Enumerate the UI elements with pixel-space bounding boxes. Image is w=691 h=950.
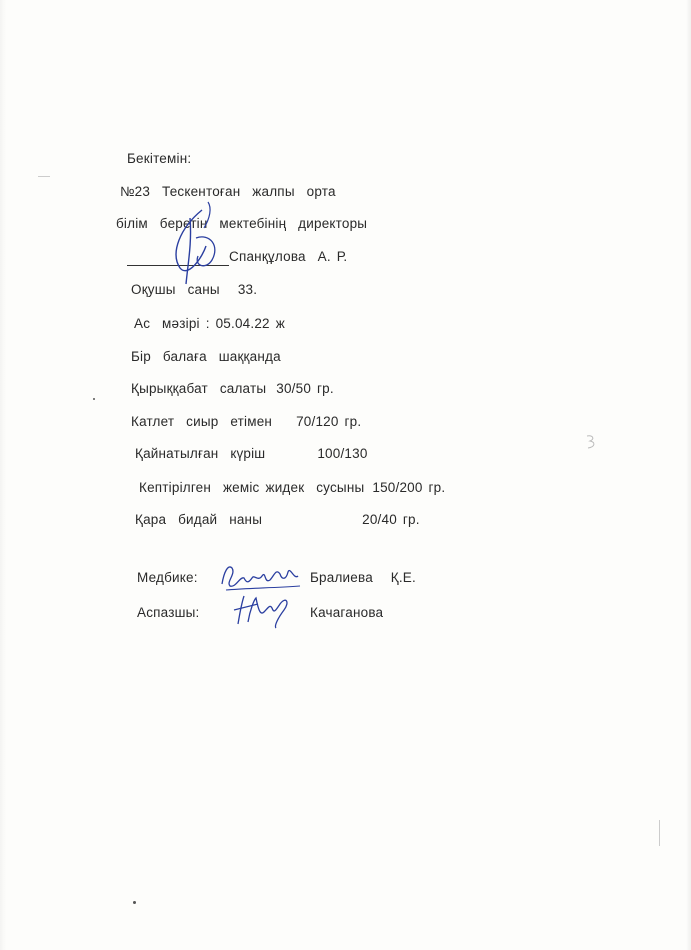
- menu-item: [131, 381, 334, 396]
- menu-item: [131, 414, 361, 429]
- menu-item: [135, 446, 368, 461]
- students-value: 33.: [237, 282, 258, 297]
- scan-speck: [133, 901, 136, 904]
- director-signature: [150, 198, 240, 288]
- menu-item-name: Қырыққабат салаты: [131, 381, 267, 396]
- menu-item-name: Кептірілген жеміс жидек сусыны: [139, 480, 365, 495]
- menu-item-portion: 70/120 гр.: [296, 414, 362, 429]
- nurse-label: Медбике:: [137, 570, 198, 585]
- menu-item-portion: 100/130: [317, 446, 368, 461]
- menu-date: Ас мәзірі : 05.04.22 ж: [134, 316, 285, 331]
- cook-name: Качаганова: [310, 605, 384, 620]
- menu-item-portion: 150/200 гр.: [372, 480, 446, 495]
- menu-item: [139, 480, 445, 495]
- school-line: №23 Тескентоған жалпы орта: [120, 184, 336, 199]
- menu-item-portion: 20/40 гр.: [362, 512, 420, 527]
- menu-item-name: Катлет сиыр етімен: [131, 414, 273, 429]
- scan-streak: [38, 176, 50, 177]
- menu-item: [135, 512, 420, 527]
- approval-heading: Бекітемін:: [127, 151, 192, 166]
- cook-label: Аспазшы:: [137, 605, 200, 620]
- nurse-signature: [218, 558, 304, 594]
- director-name: Спанқұлова А. Р.: [229, 249, 348, 264]
- students-label: Оқушы саны: [131, 282, 220, 297]
- per-child-line: Бір балаға шаққанда: [131, 349, 281, 364]
- menu-item-name: Қара бидай наны: [135, 512, 263, 527]
- scan-mark: [584, 433, 600, 451]
- cook-signature: [228, 590, 298, 630]
- menu-item-portion: 30/50 гр.: [276, 381, 334, 396]
- director-title-line: білім беретін мектебінің директоры: [116, 216, 368, 231]
- students-row: [131, 282, 257, 297]
- scan-speck: [93, 398, 95, 400]
- nurse-name: Бралиева Қ.Е.: [310, 570, 416, 585]
- scan-streak: [659, 820, 660, 846]
- menu-item-name: Қайнатылған күріш: [135, 446, 266, 461]
